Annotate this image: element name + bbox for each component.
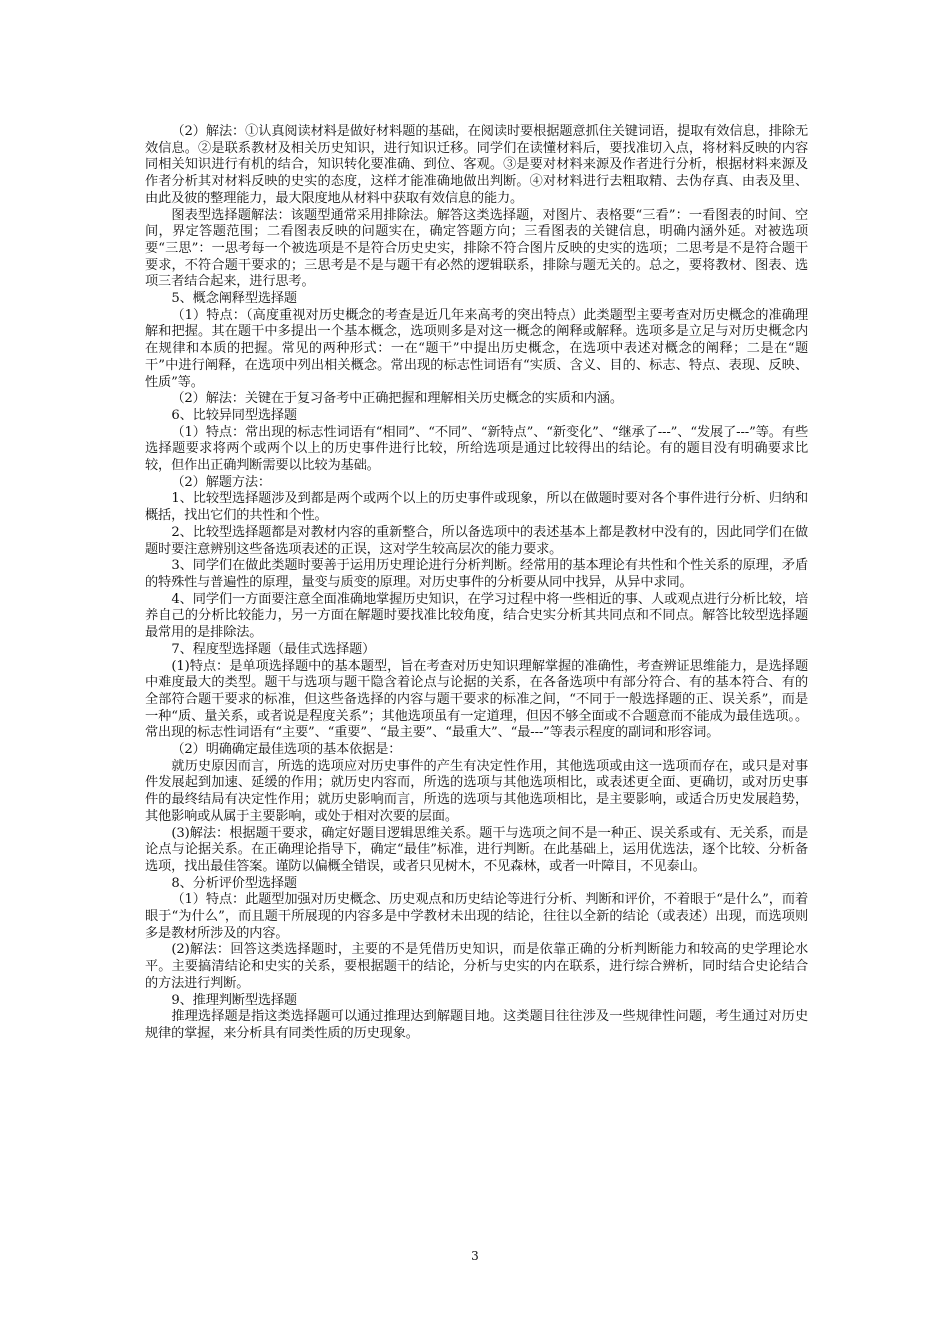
paragraph-degree-basis: 就历史原因而言，所选的选项应对历史事件的产生有决定性作用，其他选项或由这一选项而存在，或只是对事件发展起到加速、延缓的作用；就历史内容而，所选的选项与其他选项相比，或表述更全面、更确切，或对历史事件的最终结局有决定性作用；就历史影响而言，所选的选项与其他选项相比，是主要影响，或适合历史发展趋势，其他影响或从属于主要影响，或处于相对次要的层面。: [145, 758, 808, 824]
paragraph-compare-point-1: 1、比较型选择题涉及到都是两个或两个以上的历史事件或现象，所以在做题时要对各个事件进行分析、归纳和概括，找出它们的共性和个性。: [145, 491, 808, 524]
paragraph-degree-basis-title: （2）明确确定最佳选项的基本依据是：: [171, 742, 402, 758]
heading-evaluation-type: 8、分析评价型选择题: [171, 875, 297, 891]
paragraph-concept-features: （1）特点：（高度重视对历史概念的考查是近几年来高考的突出特点）此类题型主要考查对历史概念的准确理解和把握。其在题干中多提出一个基本概念，选项则多是对这一概念的阐释或解释。选项多是立足与对历史概念内在规律和本质的把握。常见的两种形式：一在“题干”中提出历史概念，在选项中表述对概念的阐释；二是在“题干”中进行阐释，在选项中列出相关概念。常出现的标志性词语有“实质、含义、目的、标志、特点、表现、反映、性质”等。: [145, 307, 808, 390]
heading-inference-type: 9、推理判断型选择题: [171, 992, 297, 1008]
paragraph-material-method: （2）解法：①认真阅读材料是做好材料题的基础，在阅读时要根据题意抓住关键词语，提取有效信息，排除无效信息。②是联系教材及相关历史知识，进行知识迁移。同学们在读懂材料后，要找准切入点，将材料反映的内容同相关知识进行有机的结合，知识转化要准确、到位、客观。③是要对材料来源及作者进行分析，根据材料来源及作者分析其对材料反映的史实的态度，这样才能准确地做出判断。④对材料进行去粗取精、去伪存真、由表及里、由此及彼的整理能力，最大限度地从材料中获取有效信息的能力。: [145, 124, 808, 206]
paragraph-compare-point-2: 2、比较型选择题都是对教材内容的重新整合，所以备选项中的表述基本上都是教材中没有的，因此同学们在做题时要注意辨别这些备选项表述的正误，这对学生较高层次的能力要求。: [145, 524, 808, 557]
heading-compare-type: 6、比较异同型选择题: [171, 407, 297, 423]
heading-concept-type: 5、概念阐释型选择题: [171, 291, 297, 307]
paragraph-concept-method: （2）解法：关键在于复习备考中正确把握和理解相关历史概念的实质和内涵。: [171, 391, 623, 407]
page-number: 3: [471, 1249, 479, 1263]
paragraph-compare-point-3: 3、同学们在做此类题时要善于运用历史理论进行分析判断。经常用的基本理论有共性和个性关系的原理，矛盾的特殊性与普遍性的原理，量变与质变的原理。对历史事件的分析要从同中找异，从异中求同。: [145, 558, 808, 590]
paragraph-compare-method-title: （2）解题方法：: [171, 474, 271, 490]
heading-degree-type: 7、程度型选择题（最佳式选择题）: [171, 641, 376, 657]
paragraph-chart-method: 图表型选择题解法：该题型通常采用排除法。解答这类选择题，对图片、表格要“三看”：一看图表的时间、空间，界定答题范围；二看图表反映的问题实在，确定答题方向；三看图表的关键信息，明确内涵外延。对被选项要“三思”：一思考每一个被选项是不是符合历史史实，排除不符合图片反映的史实的选项；二思考是不是符合题干要求，不符合题干要求的；三思考是不是与题干有必然的逻辑联系，排除与题无关的。总之，要将教材、图表、选项三者结合起来，进行思考。: [145, 207, 808, 290]
paragraph-compare-features: （1）特点：常出现的标志性词语有“相同”、“不同”、“新特点”、“新变化”、“继承了---”、“发展了---”等。有些选择题要求将两个或两个以上的历史事件进行比较，所给选项是通过比较得出的结论。有的题目没有明确要求比较，但作出正确判断需要以比较为基础。: [145, 424, 808, 474]
paragraph-compare-point-4: 4、同学们一方面要注意全面准确地掌握历史知识，在学习过程中将一些相近的事、人或观点进行分析比较，培养自己的分析比较能力，另一方面在解题时要找准比较角度，结合史实分析其共同点和不同点。解答比较型选择题最常用的是排除法。: [145, 591, 808, 641]
paragraph-evaluation-features: （1）特点：此题型加强对历史概念、历史观点和历史结论等进行分析、判断和评价，不着眼于“是什么”，而着眼于“为什么”，而且题干所展现的内容多是中学教材未出现的结论，往往以全新的结论（或表述）出现，而选项则多是教材所涉及的内容。: [145, 892, 808, 941]
paragraph-evaluation-method: (2)解法：回答这类选择题时，主要的不是凭借历史知识，而是依靠正确的分析判断能力和较高的史学理论水平。主要搞清结论和史实的关系，要根据题干的结论，分析与史实的内在联系，进行综合辨析，同时结合史论结合的方法进行判断。: [145, 942, 808, 991]
paragraph-degree-features: (1)特点：是单项选择题中的基本题型，旨在考查对历史知识理解掌握的准确性，考查辨证思维能力，是选择题中难度最大的类型。题干与选项与题干隐含着论点与论据的关系，在各备选项中有部分符合、有的基本符合、有的全部符合题干要求的标准，但这些备选择的内容与题干要求的标准之间，“不同于一般选择题的正、误关系”，而是一种“质、量关系，或者说是程度关系”；其他选项虽有一定道理，但因不够全面或不合题意而不能成为最佳选项。。常出现的标志性词语有“主要”、“重要”、“最主要”、“最重大”、“最---”等表示程度的副词和形容词。: [145, 658, 808, 741]
paragraph-degree-method: (3)解法：根据题干要求，确定好题目逻辑思维关系。题干与选项之间不是一种正、误关系或有、无关系，而是论点与论据关系。在正确理论指导下，确定“最佳”标准，进行判断。在此基础上，运用优选法，逐个比较、分析备选项，找出最佳答案。谨防以偏概全错误，或者只见树木，不见森林，或者一叶障目，不见泰山。: [145, 825, 808, 874]
document-body: [145, 124, 808, 1043]
paragraph-inference-description: 推理选择题是指这类选择题可以通过推理达到解题目地。这类题目往往涉及一些规律性问题，考生通过对历史规律的掌握，来分析具有同类性质的历史现象。: [145, 1009, 808, 1041]
